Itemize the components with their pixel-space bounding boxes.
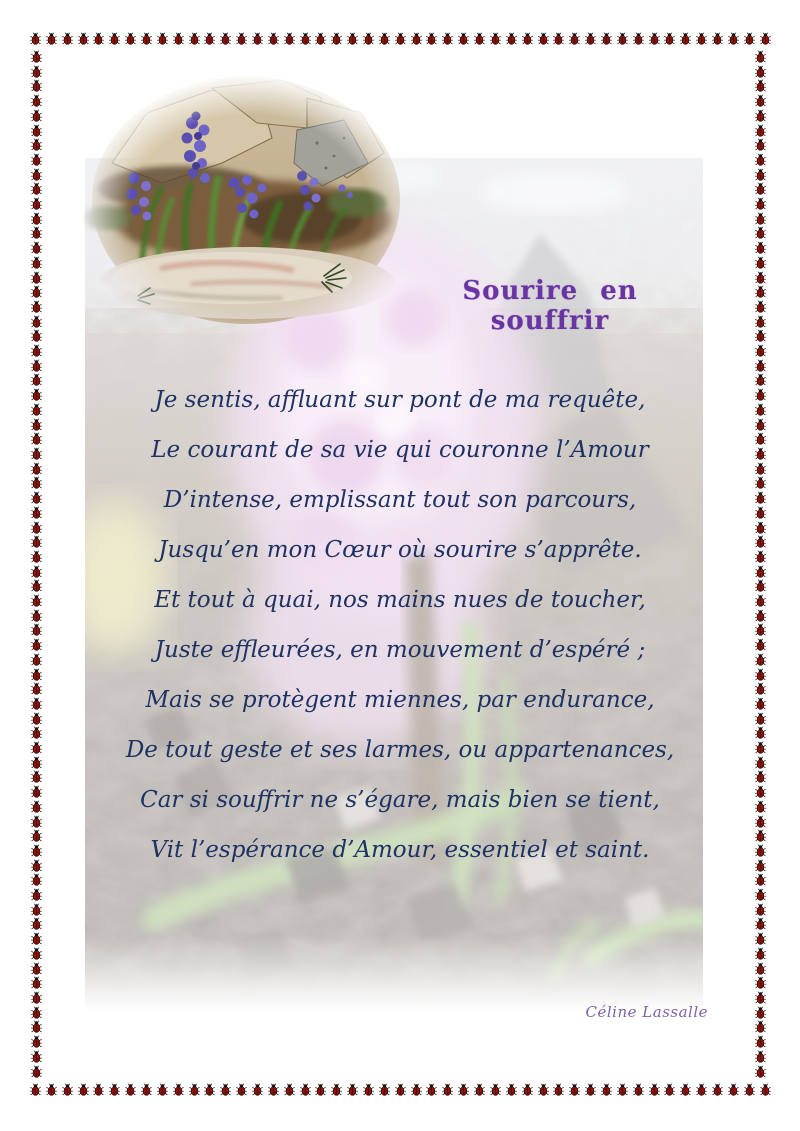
ladybug-icon	[755, 212, 766, 225]
ladybug-icon	[755, 506, 766, 519]
ladybug-icon	[755, 1065, 766, 1078]
ladybug-icon	[755, 388, 766, 401]
ladybug-icon	[755, 300, 766, 313]
ladybug-icon	[379, 32, 390, 45]
ladybug-icon	[31, 109, 42, 122]
ladybug-icon	[31, 50, 42, 63]
ladybug-icon	[31, 212, 42, 225]
ladybug-icon	[755, 535, 766, 548]
signature: Céline Lassalle	[585, 1003, 708, 1021]
ladybug-icon	[755, 359, 766, 372]
ladybug-icon	[204, 32, 215, 45]
ladybug-icon	[755, 609, 766, 622]
ladybug-icon	[696, 32, 707, 45]
ladybug-icon	[220, 32, 231, 45]
ladybug-icon	[553, 1083, 564, 1096]
ladybug-icon	[31, 65, 42, 78]
ladybug-icon	[712, 32, 723, 45]
ladybug-icon	[31, 741, 42, 754]
ladybug-icon	[268, 32, 279, 45]
ladybug-icon	[755, 565, 766, 578]
ladybug-icon	[755, 962, 766, 975]
ladybug-border-bottom	[30, 1083, 771, 1096]
ladybug-icon	[755, 844, 766, 857]
ladybug-icon	[755, 462, 766, 475]
ladybug-icon	[755, 138, 766, 151]
ladybug-icon	[31, 521, 42, 534]
ladybug-icon	[268, 1083, 279, 1096]
ladybug-icon	[31, 197, 42, 210]
ladybug-icon	[31, 1020, 42, 1033]
ladybug-icon	[363, 1083, 374, 1096]
ladybug-icon	[31, 726, 42, 739]
poem-body	[60, 375, 740, 875]
poem-line: Car si souffrir ne s’égare, mais bien se tient,	[140, 787, 660, 813]
ladybug-icon	[31, 770, 42, 783]
ladybug-icon	[78, 32, 89, 45]
ladybug-icon	[755, 1020, 766, 1033]
ladybug-icon	[31, 285, 42, 298]
ladybug-icon	[755, 859, 766, 872]
ladybug-icon	[31, 668, 42, 681]
ladybug-icon	[31, 947, 42, 960]
ladybug-icon	[755, 124, 766, 137]
ladybug-icon	[31, 447, 42, 460]
ladybug-icon	[755, 65, 766, 78]
ladybug-icon	[31, 432, 42, 445]
ladybug-icon	[31, 403, 42, 416]
ladybug-icon	[755, 476, 766, 489]
ladybug-icon	[31, 373, 42, 386]
ladybug-icon	[300, 1083, 311, 1096]
ladybug-icon	[31, 962, 42, 975]
ladybug-icon	[46, 32, 57, 45]
ladybug-icon	[395, 32, 406, 45]
ladybug-icon	[31, 712, 42, 725]
ladybug-icon	[31, 476, 42, 489]
ladybug-icon	[755, 1050, 766, 1063]
ladybug-icon	[31, 94, 42, 107]
ladybug-icon	[173, 32, 184, 45]
ladybug-icon	[31, 256, 42, 269]
poem-line: Mais se protègent miennes, par endurance,	[145, 687, 655, 713]
ladybug-icon	[664, 1083, 675, 1096]
ladybug-icon	[755, 550, 766, 563]
ladybug-icon	[538, 32, 549, 45]
ladybug-icon	[728, 1083, 739, 1096]
ladybug-icon	[755, 770, 766, 783]
ladybug-icon	[755, 79, 766, 92]
ladybug-icon	[755, 932, 766, 945]
ladybug-icon	[46, 1083, 57, 1096]
ladybug-icon	[755, 785, 766, 798]
poem-title: Sourire en souffrir	[462, 276, 638, 336]
ladybug-icon	[755, 344, 766, 357]
ladybug-icon	[553, 32, 564, 45]
ladybug-icon	[31, 623, 42, 636]
ladybug-icon	[755, 418, 766, 431]
ladybug-icon	[31, 917, 42, 930]
ladybug-icon	[755, 888, 766, 901]
ladybug-icon	[31, 344, 42, 357]
ladybug-icon	[31, 506, 42, 519]
ladybug-icon	[189, 32, 200, 45]
ladybug-icon	[284, 32, 295, 45]
ladybug-icon	[93, 32, 104, 45]
ladybug-icon	[744, 32, 755, 45]
ladybug-icon	[31, 1035, 42, 1048]
ladybug-icon	[30, 1083, 41, 1096]
ladybug-icon	[78, 1083, 89, 1096]
ladybug-icon	[189, 1083, 200, 1096]
ladybug-icon	[31, 579, 42, 592]
ladybug-icon	[755, 623, 766, 636]
ladybug-icon	[755, 491, 766, 504]
ladybug-icon	[31, 300, 42, 313]
ladybug-icon	[755, 168, 766, 181]
ladybug-icon	[755, 712, 766, 725]
ladybug-icon	[755, 697, 766, 710]
ladybug-icon	[347, 1083, 358, 1096]
ladybug-icon	[755, 800, 766, 813]
ladybug-icon	[31, 829, 42, 842]
ladybug-icon	[173, 1083, 184, 1096]
ladybug-icon	[755, 1035, 766, 1048]
ladybug-icon	[755, 109, 766, 122]
ladybug-icon	[31, 859, 42, 872]
ladybug-icon	[538, 1083, 549, 1096]
ladybug-icon	[109, 32, 120, 45]
ladybug-icon	[125, 32, 136, 45]
ladybug-icon	[755, 947, 766, 960]
ladybug-icon	[755, 903, 766, 916]
ladybug-icon	[680, 1083, 691, 1096]
ladybug-icon	[755, 1006, 766, 1019]
ladybug-icon	[569, 1083, 580, 1096]
ladybug-icon	[522, 32, 533, 45]
ladybug-icon	[760, 32, 771, 45]
ladybug-icon	[31, 388, 42, 401]
ladybug-icon	[755, 315, 766, 328]
ladybug-icon	[755, 182, 766, 195]
ladybug-icon	[31, 888, 42, 901]
ladybug-icon	[442, 32, 453, 45]
ladybug-icon	[31, 565, 42, 578]
ladybug-icon	[649, 1083, 660, 1096]
ladybug-icon	[760, 1083, 771, 1096]
ladybug-icon	[426, 1083, 437, 1096]
ladybug-icon	[363, 32, 374, 45]
ladybug-icon	[31, 638, 42, 651]
ladybug-icon	[62, 32, 73, 45]
ladybug-icon	[755, 285, 766, 298]
ladybug-icon	[31, 138, 42, 151]
poem-line: D’intense, emplissant tout son parcours,	[163, 487, 637, 513]
ladybug-icon	[755, 521, 766, 534]
poem-line: Le courant de sa vie qui couronne l’Amour	[151, 437, 649, 463]
ladybug-icon	[31, 462, 42, 475]
ladybug-icon	[755, 991, 766, 1004]
ladybug-icon	[331, 1083, 342, 1096]
ladybug-icon	[755, 726, 766, 739]
ladybug-icon	[31, 153, 42, 166]
ladybug-icon	[31, 226, 42, 239]
ladybug-icon	[755, 226, 766, 239]
ladybug-icon	[141, 1083, 152, 1096]
ladybug-icon	[755, 829, 766, 842]
ladybug-icon	[31, 271, 42, 284]
ladybug-icon	[31, 991, 42, 1004]
ladybug-icon	[31, 329, 42, 342]
ladybug-icon	[755, 873, 766, 886]
ladybug-icon	[395, 1083, 406, 1096]
ladybug-icon	[31, 168, 42, 181]
ladybug-icon	[633, 32, 644, 45]
ladybug-icon	[236, 32, 247, 45]
ladybug-icon	[252, 1083, 263, 1096]
ladybug-icon	[31, 124, 42, 137]
ladybug-icon	[696, 1083, 707, 1096]
ladybug-icon	[755, 579, 766, 592]
ladybug-icon	[31, 756, 42, 769]
ladybug-icon	[31, 418, 42, 431]
ladybug-icon	[62, 1083, 73, 1096]
ladybug-icon	[411, 32, 422, 45]
ladybug-icon	[506, 1083, 517, 1096]
ladybug-icon	[755, 917, 766, 930]
ladybug-icon	[31, 785, 42, 798]
ladybug-icon	[755, 976, 766, 989]
ladybug-icon	[712, 1083, 723, 1096]
ladybug-icon	[585, 32, 596, 45]
ladybug-icon	[31, 903, 42, 916]
ladybug-icon	[315, 32, 326, 45]
ladybug-icon	[755, 741, 766, 754]
ladybug-icon	[93, 1083, 104, 1096]
ladybug-icon	[649, 32, 660, 45]
ladybug-icon	[31, 535, 42, 548]
ladybug-icon	[31, 873, 42, 886]
ladybug-icon	[755, 256, 766, 269]
ladybug-icon	[31, 594, 42, 607]
ladybug-icon	[157, 32, 168, 45]
ladybug-icon	[744, 1083, 755, 1096]
ladybug-icon	[755, 682, 766, 695]
poem-line: De tout geste et ses larmes, ou appartenances,	[125, 737, 675, 763]
ladybug-icon	[31, 550, 42, 563]
ladybug-icon	[474, 1083, 485, 1096]
ladybug-icon	[31, 315, 42, 328]
ladybug-icon	[755, 197, 766, 210]
ladybug-icon	[31, 1065, 42, 1078]
ladybug-icon	[220, 1083, 231, 1096]
ladybug-icon	[569, 32, 580, 45]
ladybug-icon	[347, 32, 358, 45]
ladybug-icon	[30, 32, 41, 45]
ladybug-icon	[31, 976, 42, 989]
ladybug-icon	[252, 32, 263, 45]
ladybug-icon	[755, 241, 766, 254]
ladybug-border-top	[30, 32, 771, 45]
ladybug-icon	[585, 1083, 596, 1096]
ladybug-icon	[300, 32, 311, 45]
ladybug-icon	[31, 359, 42, 372]
ladybug-icon	[490, 1083, 501, 1096]
poem-line: Et tout à quai, nos mains nues de toucher,	[154, 587, 646, 613]
ladybug-icon	[755, 594, 766, 607]
ladybug-icon	[601, 32, 612, 45]
ladybug-icon	[755, 447, 766, 460]
ladybug-icon	[755, 638, 766, 651]
ladybug-border-right	[755, 50, 766, 1078]
poem-line: Vit l’espérance d’Amour, essentiel et saint.	[150, 837, 650, 863]
ladybug-icon	[31, 800, 42, 813]
ladybug-icon	[31, 682, 42, 695]
ladybug-icon	[506, 32, 517, 45]
ladybug-icon	[315, 1083, 326, 1096]
ladybug-icon	[109, 1083, 120, 1096]
ladybug-icon	[31, 653, 42, 666]
ladybug-icon	[755, 403, 766, 416]
ladybug-icon	[755, 50, 766, 63]
ladybug-icon	[617, 32, 628, 45]
ladybug-icon	[236, 1083, 247, 1096]
ladybug-icon	[617, 1083, 628, 1096]
ladybug-icon	[728, 32, 739, 45]
ladybug-icon	[157, 1083, 168, 1096]
ladybug-icon	[31, 182, 42, 195]
ladybug-icon	[601, 1083, 612, 1096]
ladybug-icon	[755, 815, 766, 828]
ladybug-icon	[31, 844, 42, 857]
ladybug-icon	[755, 756, 766, 769]
ladybug-border-left	[31, 50, 42, 1078]
ladybug-icon	[755, 329, 766, 342]
ladybug-icon	[31, 1050, 42, 1063]
poem-line: Jusqu’en mon Cœur où sourire s’apprête.	[158, 537, 642, 563]
ladybug-icon	[755, 668, 766, 681]
ladybug-icon	[458, 32, 469, 45]
ladybug-icon	[31, 79, 42, 92]
ladybug-icon	[31, 815, 42, 828]
ladybug-icon	[522, 1083, 533, 1096]
ladybug-icon	[31, 241, 42, 254]
ladybug-icon	[31, 491, 42, 504]
ladybug-icon	[474, 32, 485, 45]
ladybug-icon	[31, 1006, 42, 1019]
ladybug-icon	[284, 1083, 295, 1096]
ladybug-icon	[755, 432, 766, 445]
ladybug-icon	[31, 932, 42, 945]
ladybug-icon	[379, 1083, 390, 1096]
ladybug-icon	[755, 153, 766, 166]
ladybug-icon	[633, 1083, 644, 1096]
ladybug-icon	[31, 609, 42, 622]
poem-line: Juste effleurées, en mouvement d’espéré ;	[154, 637, 646, 663]
ladybug-icon	[125, 1083, 136, 1096]
ladybug-icon	[331, 32, 342, 45]
ladybug-icon	[411, 1083, 422, 1096]
ladybug-icon	[442, 1083, 453, 1096]
ladybug-icon	[755, 653, 766, 666]
ladybug-icon	[426, 32, 437, 45]
ladybug-icon	[141, 32, 152, 45]
poem-line: Je sentis, affluant sur pont de ma requête,	[154, 387, 646, 413]
ladybug-icon	[755, 94, 766, 107]
ladybug-icon	[31, 697, 42, 710]
ladybug-icon	[490, 32, 501, 45]
ladybug-icon	[755, 271, 766, 284]
hyacinth-oval-photo	[72, 68, 428, 358]
ladybug-icon	[680, 32, 691, 45]
ladybug-icon	[458, 1083, 469, 1096]
ladybug-icon	[755, 373, 766, 386]
ladybug-icon	[664, 32, 675, 45]
ladybug-icon	[204, 1083, 215, 1096]
